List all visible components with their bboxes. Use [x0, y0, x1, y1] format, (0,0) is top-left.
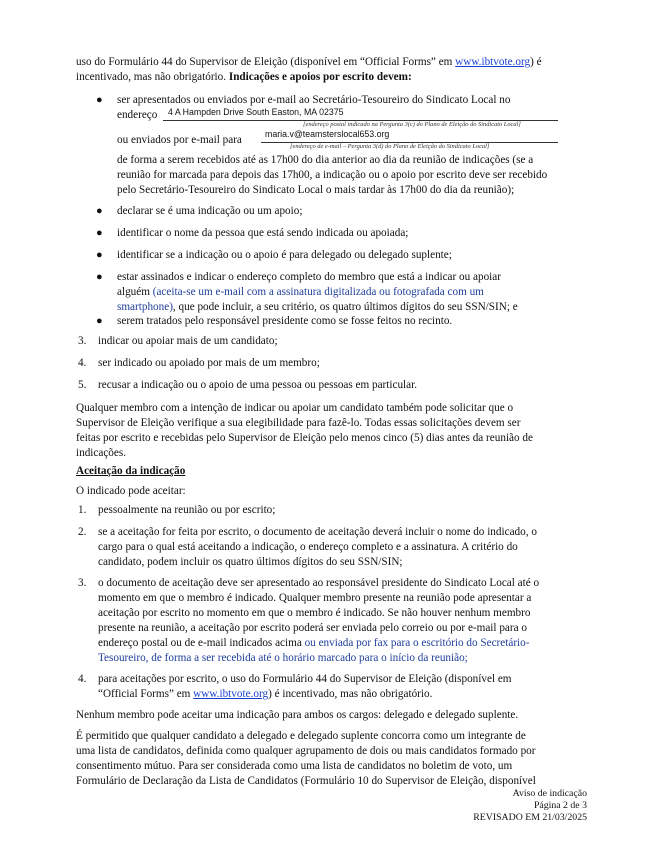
list-number: 2.: [78, 526, 87, 538]
closing-paragraph-1: Nenhum membro pode aceitar uma indicação para ambos os cargos: delegado e delegado suplente.: [76, 709, 519, 721]
footer-notice-title: Aviso de indicação: [512, 788, 587, 799]
closing-paragraph-line: É permitido que qualquer candidato a delegado e delegado suplente concorra como um integrante de: [76, 730, 526, 742]
list-number: 4.: [78, 357, 87, 369]
intro-bold-text: Indicações e apoios por escrito devem:: [228, 71, 412, 83]
acceptance-item-3-line: [98, 636, 529, 651]
bullet-6-text: serem tratados pelo responsável presidente como se fosse feitos no recinto.: [117, 315, 453, 327]
intro-text-c: incentivado, mas não obrigatório.: [76, 71, 229, 83]
acceptance-item-4-text-b: ) é incentivado, mas não obrigatório.: [268, 688, 433, 700]
bullet-dot: ●: [96, 94, 103, 106]
bullet-1-line-5: reunião for marcada para depois das 17h00, a indicação ou o apoio por escrito deve ser recebido: [117, 169, 548, 181]
acceptance-item-4-text: “Official Forms” em: [98, 688, 194, 700]
intro-line-2: [76, 70, 412, 85]
bullet-3-text: identificar o nome da pessoa que está sendo indicada ou apoiada;: [117, 227, 409, 239]
bullet-2-text: declarar se é uma indicação ou um apoio;: [117, 205, 303, 217]
local-address-value: 4 A Hampden Drive South Easton, MA 02375: [168, 107, 344, 117]
acceptance-item-3-blue-text: ou enviada por fax para o escritório do Secretário-: [304, 637, 530, 649]
footer-revision-date: REVISADO EM 21/03/2025: [473, 812, 587, 823]
acceptance-item-2-line: se a aceitação for feita por escrito, o documento de aceitação deverá incluir o nome do indicado, o: [98, 526, 537, 538]
acceptance-item-3-line: aceitação por escrito no momento em que o membro é indicado. Se não houver nenhum membro: [98, 607, 531, 619]
ibtvote-link[interactable]: www.ibtvote.org: [455, 56, 531, 68]
bullet-5-line-1: estar assinados e indicar o endereço completo do membro que está a indicar ou apoiar: [117, 271, 501, 283]
paragraph-line: Qualquer membro com a intenção de indicar ou apoiar um candidato também pode solicitar que o: [76, 402, 514, 414]
acceptance-item-4-line: para aceitações por escrito, o uso do Formulário 44 do Supervisor de Eleição (disponível em: [98, 673, 512, 685]
bullet-1-line-1: [117, 93, 510, 108]
acceptance-item-2-line: cargo para o qual está aceitando a indicação, o endereço completo e a assinatura. A critério do: [98, 541, 518, 553]
closing-paragraph-line: Formulário de Declaração da Lista de Candidatos (Formulário 10 do Supervisor de Eleição, disponível: [76, 775, 536, 787]
section-heading: Aceitação da indicação: [76, 465, 186, 477]
acceptance-item-2-line: candidato, podem incluir os quatro últimos dígitos do seu SSN/SIN;: [98, 556, 403, 568]
section-intro: O indicado pode aceitar:: [76, 485, 186, 497]
bullet-dot: ●: [96, 249, 103, 261]
address-field-note: [endereço postal indicado na Pergunta 3(c) do Plano de Eleição do Sindicato Local]: [303, 121, 521, 128]
bullet-dot: ●: [96, 205, 103, 217]
list-item-text: ser indicado ou apoiado por mais de um membro;: [98, 357, 320, 369]
list-number: 3.: [78, 577, 87, 589]
closing-paragraph-line: consentimento mútuo. Para ser considerada como uma lista de candidatos no boletim de voto, um: [76, 760, 513, 772]
bullet-dot: ●: [96, 315, 103, 327]
acceptance-item-1: pessoalmente na reunião ou por escrito;: [98, 504, 276, 516]
list-number: 3.: [78, 335, 87, 347]
acceptance-item-3-text: endereço postal ou de e-mail indicados acima: [98, 637, 305, 649]
bullet-5-text-a: alguém: [117, 286, 153, 298]
ibtvote-link[interactable]: www.ibtvote.org: [193, 688, 269, 700]
bullet-5-line-2: [117, 285, 484, 300]
paragraph-line: indicações.: [76, 447, 127, 459]
paragraph-line: feitas por escrito e recebidas pelo Supervisor de Eleição pelo menos cinco (5) dias antes da reunião de: [76, 432, 533, 444]
bullet-1-text-1: ser apresentados ou enviados por e-mail ao Secretário-Tesoureiro do Sindicato Local no: [117, 94, 511, 106]
intro-line-1: [76, 55, 542, 70]
list-number: 4.: [78, 673, 87, 685]
acceptance-item-3-line: Tesoureiro, de forma a ser recebida até o horário marcado para o início da reunião;: [98, 652, 468, 664]
acceptance-item-3-line: momento em que o membro é indicado. Qualquer membro presente na reunião pode apresentar a: [98, 592, 532, 604]
acceptance-item-3-line: presente na reunião, a aceitação por escrito poderá ser enviada pelo correio ou por e-mail para o: [98, 622, 527, 634]
footer-page-number: Página 2 de 3: [533, 800, 587, 811]
list-number: 5.: [78, 379, 87, 391]
bullet-5-text-b: , que pode incluir, a seu critério, os quatro últimos dígitos do seu SSN/SIN; e: [172, 301, 518, 313]
list-number: 1.: [78, 504, 87, 516]
bullet-1-line-6: pelo Secretário-Tesoureiro do Sindicato Local o mais tardar às 17h00 do dia da reunião);: [117, 184, 515, 196]
email-field-note: [endereço de e-mail – Pergunta 3(d) do Plano de Eleição do Sindicato Local]: [290, 143, 490, 150]
bullet-1-line-4: de forma a serem recebidos até as 17h00 do dia anterior ao dia da reunião de indicações (se a: [117, 154, 534, 166]
bullet-1-line-3: ou enviados por e-mail para: [117, 134, 242, 146]
list-item-text: indicar ou apoiar mais de um candidato;: [98, 335, 278, 347]
bullet-1-line-2: endereço: [117, 109, 158, 121]
bullet-5-blue-text: (aceita-se um e-mail com a assinatura digitalizada ou fotografada com um: [152, 286, 484, 298]
intro-text-b: ) é: [530, 56, 542, 68]
acceptance-item-3-line: o documento de aceitação deve ser apresentado ao responsável presidente do Sindicato Local até o: [98, 577, 540, 589]
local-email-value: maria.v@teamsterslocal653.org: [265, 129, 390, 139]
bullet-5-line-3: [117, 300, 518, 315]
acceptance-item-4-line: [98, 687, 432, 702]
bullet-dot: ●: [96, 271, 103, 283]
intro-text-a: uso do Formulário 44 do Supervisor de Eleição (disponível em “Official Forms” em: [76, 56, 456, 68]
bullet-5-blue-text-2: smartphone): [117, 301, 173, 313]
list-item-text: recusar a indicação ou o apoio de uma pessoa ou pessoas em particular.: [98, 379, 418, 391]
closing-paragraph-line: uma lista de candidatos, definida como qualquer agrupamento de dois ou mais candidatos formado por: [76, 745, 536, 757]
bullet-dot: ●: [96, 227, 103, 239]
paragraph-line: Supervisor de Eleição verifique a sua elegibilidade para fazê-lo. Todas essas solicitações devem ser: [76, 417, 521, 429]
bullet-4-text: identificar se a indicação ou o apoio é para delegado ou delegado suplente;: [117, 249, 452, 261]
